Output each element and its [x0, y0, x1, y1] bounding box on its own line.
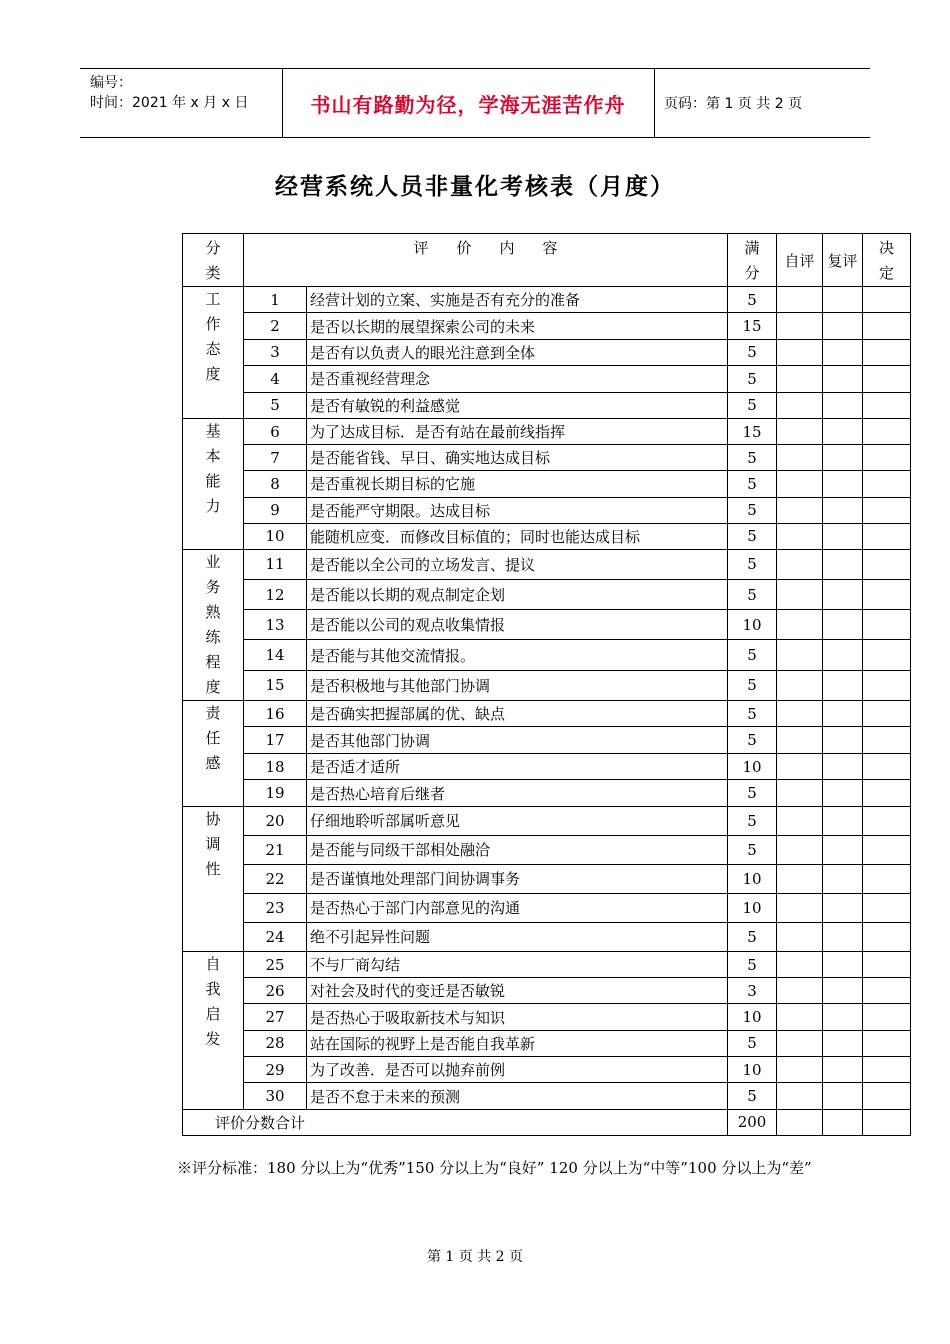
- self-eval-cell[interactable]: [777, 978, 823, 1004]
- category-char: 任: [205, 728, 221, 747]
- category-char: 性: [205, 859, 221, 878]
- decision-cell[interactable]: [863, 951, 911, 977]
- item-number: 7: [244, 445, 307, 471]
- review-cell[interactable]: [823, 670, 863, 700]
- item-text: 为了改善．是否可以抛弃前例: [307, 1057, 728, 1083]
- category-char: 练: [205, 627, 221, 646]
- total-score: 200: [728, 1109, 777, 1135]
- review-cell[interactable]: [823, 640, 863, 670]
- item-full-score: 5: [728, 366, 777, 392]
- item-text: 是否有敏锐的利益感觉: [307, 392, 728, 418]
- item-number: 13: [244, 610, 307, 640]
- review-cell[interactable]: [823, 610, 863, 640]
- item-full-score: 10: [728, 1004, 777, 1030]
- item-text: 是否重视经营理念: [307, 366, 728, 392]
- item-text: 能随机应变．而修改目标值的；同时也能达成目标: [307, 523, 728, 549]
- decision-cell[interactable]: [863, 806, 911, 835]
- page-footer: 第 1 页 共 2 页: [426, 1249, 524, 1265]
- decision-cell[interactable]: [863, 727, 911, 754]
- review-cell[interactable]: [823, 445, 863, 471]
- self-eval-cell[interactable]: [777, 339, 823, 365]
- category-char: 责: [205, 703, 221, 722]
- decision-cell[interactable]: [863, 1030, 911, 1056]
- item-text: 是否重视长期目标的它施: [307, 471, 728, 497]
- item-text: 对社会及时代的变迁是否敏锐: [307, 978, 728, 1004]
- document-date: 时间：2021 年 x 月 x 日: [90, 95, 249, 111]
- decision-cell[interactable]: [863, 922, 911, 951]
- category-label: [205, 807, 220, 882]
- item-text: 站在国际的视野上是否能自我革新: [307, 1030, 728, 1056]
- table-row: [183, 580, 911, 610]
- decision-cell[interactable]: [863, 445, 911, 471]
- category-char: 协: [205, 809, 221, 828]
- table-row: [183, 287, 911, 313]
- table-row: [183, 418, 911, 444]
- review-cell[interactable]: [823, 549, 863, 579]
- table-row: [183, 313, 911, 339]
- review-cell[interactable]: [823, 1004, 863, 1030]
- header-decision: 决 定: [863, 234, 911, 287]
- item-text: 是否能与其他交流情报。: [307, 640, 728, 670]
- self-eval-cell[interactable]: [777, 580, 823, 610]
- self-eval-cell[interactable]: [777, 700, 823, 727]
- review-cell[interactable]: [823, 471, 863, 497]
- self-eval-cell[interactable]: [777, 753, 823, 780]
- decision-cell[interactable]: [863, 670, 911, 700]
- decision-cell[interactable]: [863, 640, 911, 670]
- table-row: [183, 951, 911, 977]
- item-number: 24: [244, 922, 307, 951]
- item-text: 是否有以负责人的眼光注意到全体: [307, 339, 728, 365]
- review-cell[interactable]: [823, 418, 863, 444]
- category-char: 业: [205, 552, 221, 571]
- decision-cell[interactable]: [863, 978, 911, 1004]
- decision-cell[interactable]: [863, 313, 911, 339]
- total-decision-cell[interactable]: [863, 1109, 911, 1135]
- decision-cell[interactable]: [863, 523, 911, 549]
- item-text: 是否能与同级干部相处融洽: [307, 835, 728, 864]
- item-number: 16: [244, 700, 307, 727]
- category-cell: [183, 951, 244, 1109]
- item-full-score: 5: [728, 1030, 777, 1056]
- table-row: [183, 978, 911, 1004]
- decision-cell[interactable]: [863, 392, 911, 418]
- self-eval-cell[interactable]: [777, 1004, 823, 1030]
- table-row: [183, 1057, 911, 1083]
- item-full-score: 5: [728, 727, 777, 754]
- table-row: [183, 339, 911, 365]
- item-full-score: 5: [728, 392, 777, 418]
- header-motto: 书山有路勤为径，学海无涯苦作舟: [310, 92, 626, 117]
- item-text: 是否能以公司的观点收集情报: [307, 610, 728, 640]
- item-number: 6: [244, 418, 307, 444]
- category-cell: [183, 700, 244, 806]
- table-row: [183, 640, 911, 670]
- review-cell[interactable]: [823, 727, 863, 754]
- category-char: 本: [205, 446, 221, 465]
- item-number: 28: [244, 1030, 307, 1056]
- item-number: 14: [244, 640, 307, 670]
- decision-cell[interactable]: [863, 893, 911, 922]
- decision-cell[interactable]: [863, 471, 911, 497]
- header-page-info: 页码：第 1 页 共 2 页: [664, 96, 803, 112]
- table-row: [183, 1030, 911, 1056]
- item-full-score: 5: [728, 287, 777, 313]
- item-text: 是否热心于吸取新技术与知识: [307, 1004, 728, 1030]
- item-full-score: 5: [728, 780, 777, 807]
- self-eval-cell[interactable]: [777, 471, 823, 497]
- item-number: 1: [244, 287, 307, 313]
- category-char: 工: [205, 290, 221, 308]
- item-number: 22: [244, 864, 307, 893]
- header-category: 分 类: [183, 234, 244, 287]
- self-eval-cell[interactable]: [777, 523, 823, 549]
- table-row: [183, 1083, 911, 1109]
- category-label: [205, 419, 220, 519]
- self-eval-cell[interactable]: [777, 287, 823, 313]
- item-number: 5: [244, 392, 307, 418]
- page-title: 经营系统人员非量化考核表（月度）: [275, 174, 675, 200]
- self-eval-cell[interactable]: [777, 497, 823, 523]
- table-row: [183, 445, 911, 471]
- category-char: 熟: [205, 602, 221, 621]
- table-row: [183, 893, 911, 922]
- review-cell[interactable]: [823, 339, 863, 365]
- table-row: [183, 864, 911, 893]
- item-text: 是否适才适所: [307, 753, 728, 780]
- item-text: 仔细地聆听部属听意见: [307, 806, 728, 835]
- self-eval-cell[interactable]: [777, 313, 823, 339]
- item-text: 是否积极地与其他部门协调: [307, 670, 728, 700]
- category-char: 态: [205, 340, 221, 358]
- table-row: [183, 753, 911, 780]
- item-text: 是否能以长期的观点制定企划: [307, 580, 728, 610]
- review-cell[interactable]: [823, 978, 863, 1004]
- self-eval-cell[interactable]: [777, 445, 823, 471]
- decision-cell[interactable]: [863, 700, 911, 727]
- category-cell: [183, 287, 244, 419]
- self-eval-cell[interactable]: [777, 549, 823, 579]
- review-cell[interactable]: [823, 893, 863, 922]
- item-number: 23: [244, 893, 307, 922]
- item-full-score: 5: [728, 951, 777, 977]
- total-review-cell[interactable]: [823, 1109, 863, 1135]
- item-text: 是否其他部门协调: [307, 727, 728, 754]
- table-row: [183, 549, 911, 579]
- table-row: [183, 670, 911, 700]
- header-divider: [654, 69, 655, 137]
- item-text: 是否热心于部门内部意见的沟通: [307, 893, 728, 922]
- self-eval-cell[interactable]: [777, 1057, 823, 1083]
- header-meta: [90, 73, 248, 113]
- header-review: 复评: [823, 234, 863, 287]
- item-number: 21: [244, 835, 307, 864]
- header-full-score: 满 分: [728, 234, 777, 287]
- table-row: [183, 610, 911, 640]
- item-number: 10: [244, 523, 307, 549]
- item-text: 是否能严守期限。达成目标: [307, 497, 728, 523]
- item-full-score: 15: [728, 418, 777, 444]
- category-char: 基: [205, 421, 221, 440]
- self-eval-cell[interactable]: [777, 951, 823, 977]
- review-cell[interactable]: [823, 366, 863, 392]
- review-cell[interactable]: [823, 1030, 863, 1056]
- category-cell: [183, 549, 244, 700]
- item-number: 8: [244, 471, 307, 497]
- decision-cell[interactable]: [863, 1057, 911, 1083]
- item-number: 29: [244, 1057, 307, 1083]
- category-char: 感: [205, 753, 221, 772]
- item-number: 4: [244, 366, 307, 392]
- decision-cell[interactable]: [863, 580, 911, 610]
- item-text: 绝不引起异性问题: [307, 922, 728, 951]
- review-cell[interactable]: [823, 287, 863, 313]
- item-number: 2: [244, 313, 307, 339]
- category-cell: [183, 418, 244, 549]
- self-eval-cell[interactable]: [777, 392, 823, 418]
- decision-cell[interactable]: [863, 610, 911, 640]
- review-cell[interactable]: [823, 313, 863, 339]
- item-number: 18: [244, 753, 307, 780]
- item-full-score: 5: [728, 497, 777, 523]
- decision-cell[interactable]: [863, 1004, 911, 1030]
- category-char: 作: [205, 315, 221, 333]
- category-char: 自: [205, 954, 221, 973]
- header-content: 评价内容: [244, 234, 728, 287]
- item-text: 为了达成目标．是否有站在最前线指挥: [307, 418, 728, 444]
- decision-cell[interactable]: [863, 418, 911, 444]
- category-label: [205, 550, 220, 700]
- self-eval-cell[interactable]: [777, 670, 823, 700]
- self-eval-cell[interactable]: [777, 640, 823, 670]
- table-header-row: [183, 234, 911, 287]
- category-char: 力: [205, 496, 221, 515]
- table-row: [183, 700, 911, 727]
- decision-cell[interactable]: [863, 339, 911, 365]
- item-full-score: 5: [728, 580, 777, 610]
- item-full-score: 5: [728, 922, 777, 951]
- self-eval-cell[interactable]: [777, 864, 823, 893]
- decision-cell[interactable]: [863, 1083, 911, 1109]
- item-text: 是否以长期的展望探索公司的未来: [307, 313, 728, 339]
- item-text: 是否能以全公司的立场发言、提议: [307, 549, 728, 579]
- category-char: 度: [205, 677, 221, 696]
- review-cell[interactable]: [823, 700, 863, 727]
- review-cell[interactable]: [823, 497, 863, 523]
- document-number-label: 编号：: [90, 75, 132, 91]
- item-full-score: 5: [728, 445, 777, 471]
- item-number: 19: [244, 780, 307, 807]
- review-cell[interactable]: [823, 864, 863, 893]
- total-self-cell[interactable]: [777, 1109, 823, 1135]
- item-number: 26: [244, 978, 307, 1004]
- table-row: [183, 366, 911, 392]
- decision-cell[interactable]: [863, 780, 911, 807]
- review-cell[interactable]: [823, 951, 863, 977]
- item-text: 是否热心培育后继者: [307, 780, 728, 807]
- item-full-score: 5: [728, 835, 777, 864]
- item-number: 15: [244, 670, 307, 700]
- decision-cell[interactable]: [863, 366, 911, 392]
- item-full-score: 5: [728, 471, 777, 497]
- review-cell[interactable]: [823, 392, 863, 418]
- item-number: 3: [244, 339, 307, 365]
- category-label: [205, 952, 220, 1052]
- item-text: 经营计划的立案、实施是否有充分的准备: [307, 287, 728, 313]
- table-row: [183, 497, 911, 523]
- self-eval-cell[interactable]: [777, 806, 823, 835]
- table-row: [183, 523, 911, 549]
- review-cell[interactable]: [823, 1057, 863, 1083]
- item-full-score: 5: [728, 700, 777, 727]
- table-row: [183, 835, 911, 864]
- review-cell[interactable]: [823, 580, 863, 610]
- review-cell[interactable]: [823, 753, 863, 780]
- item-full-score: 5: [728, 339, 777, 365]
- item-full-score: 5: [728, 549, 777, 579]
- category-char: 能: [205, 471, 221, 490]
- category-char: 调: [205, 834, 221, 853]
- self-eval-cell[interactable]: [777, 1030, 823, 1056]
- category-cell: [183, 806, 244, 951]
- self-eval-cell[interactable]: [777, 835, 823, 864]
- item-full-score: 10: [728, 1057, 777, 1083]
- self-eval-cell[interactable]: [777, 780, 823, 807]
- self-eval-cell[interactable]: [777, 727, 823, 754]
- item-number: 20: [244, 806, 307, 835]
- review-cell[interactable]: [823, 523, 863, 549]
- review-cell[interactable]: [823, 922, 863, 951]
- item-number: 11: [244, 549, 307, 579]
- item-number: 30: [244, 1083, 307, 1109]
- table-row: [183, 392, 911, 418]
- item-text: 不与厂商勾结: [307, 951, 728, 977]
- decision-cell[interactable]: [863, 864, 911, 893]
- self-eval-cell[interactable]: [777, 922, 823, 951]
- category-char: 启: [205, 1004, 221, 1023]
- review-cell[interactable]: [823, 780, 863, 807]
- review-cell[interactable]: [823, 835, 863, 864]
- item-number: 9: [244, 497, 307, 523]
- item-full-score: 5: [728, 523, 777, 549]
- item-full-score: 3: [728, 978, 777, 1004]
- decision-cell[interactable]: [863, 497, 911, 523]
- item-number: 17: [244, 727, 307, 754]
- page-header: [80, 68, 870, 138]
- decision-cell[interactable]: [863, 753, 911, 780]
- item-full-score: 10: [728, 893, 777, 922]
- item-full-score: 5: [728, 1083, 777, 1109]
- category-label: [205, 287, 220, 387]
- item-full-score: 10: [728, 864, 777, 893]
- item-full-score: 5: [728, 806, 777, 835]
- self-eval-cell[interactable]: [777, 1083, 823, 1109]
- header-self-eval: 自评: [777, 234, 823, 287]
- item-full-score: 10: [728, 610, 777, 640]
- item-full-score: 10: [728, 753, 777, 780]
- decision-cell[interactable]: [863, 835, 911, 864]
- table-row: [183, 1004, 911, 1030]
- review-cell[interactable]: [823, 1083, 863, 1109]
- category-char: 我: [205, 979, 221, 998]
- item-number: 27: [244, 1004, 307, 1030]
- decision-cell[interactable]: [863, 549, 911, 579]
- category-char: 发: [205, 1029, 221, 1048]
- item-number: 12: [244, 580, 307, 610]
- total-label: 评价分数合计: [183, 1109, 728, 1135]
- category-char: 度: [205, 365, 221, 383]
- table-row: [183, 806, 911, 835]
- item-text: 是否谨慎地处理部门间协调事务: [307, 864, 728, 893]
- evaluation-table: [182, 233, 911, 1136]
- self-eval-cell[interactable]: [777, 418, 823, 444]
- self-eval-cell[interactable]: [777, 610, 823, 640]
- item-full-score: 15: [728, 313, 777, 339]
- item-full-score: 5: [728, 640, 777, 670]
- item-number: 25: [244, 951, 307, 977]
- total-row: [183, 1109, 911, 1135]
- item-text: 是否能省钱、早日、确实地达成目标: [307, 445, 728, 471]
- item-full-score: 5: [728, 670, 777, 700]
- table-row: [183, 471, 911, 497]
- item-text: 是否不怠于未来的预测: [307, 1083, 728, 1109]
- decision-cell[interactable]: [863, 287, 911, 313]
- table-row: [183, 727, 911, 754]
- review-cell[interactable]: [823, 806, 863, 835]
- category-label: [205, 701, 220, 776]
- scoring-note: ※评分标准：180 分以上为“优秀”150 分以上为“良好” 120 分以上为“中等”100 分以上为“差”: [177, 1159, 812, 1177]
- item-text: 是否确实把握部属的优、缺点: [307, 700, 728, 727]
- category-char: 程: [205, 652, 221, 671]
- table-row: [183, 780, 911, 807]
- table-row: [183, 922, 911, 951]
- self-eval-cell[interactable]: [777, 893, 823, 922]
- category-char: 务: [205, 577, 221, 596]
- self-eval-cell[interactable]: [777, 366, 823, 392]
